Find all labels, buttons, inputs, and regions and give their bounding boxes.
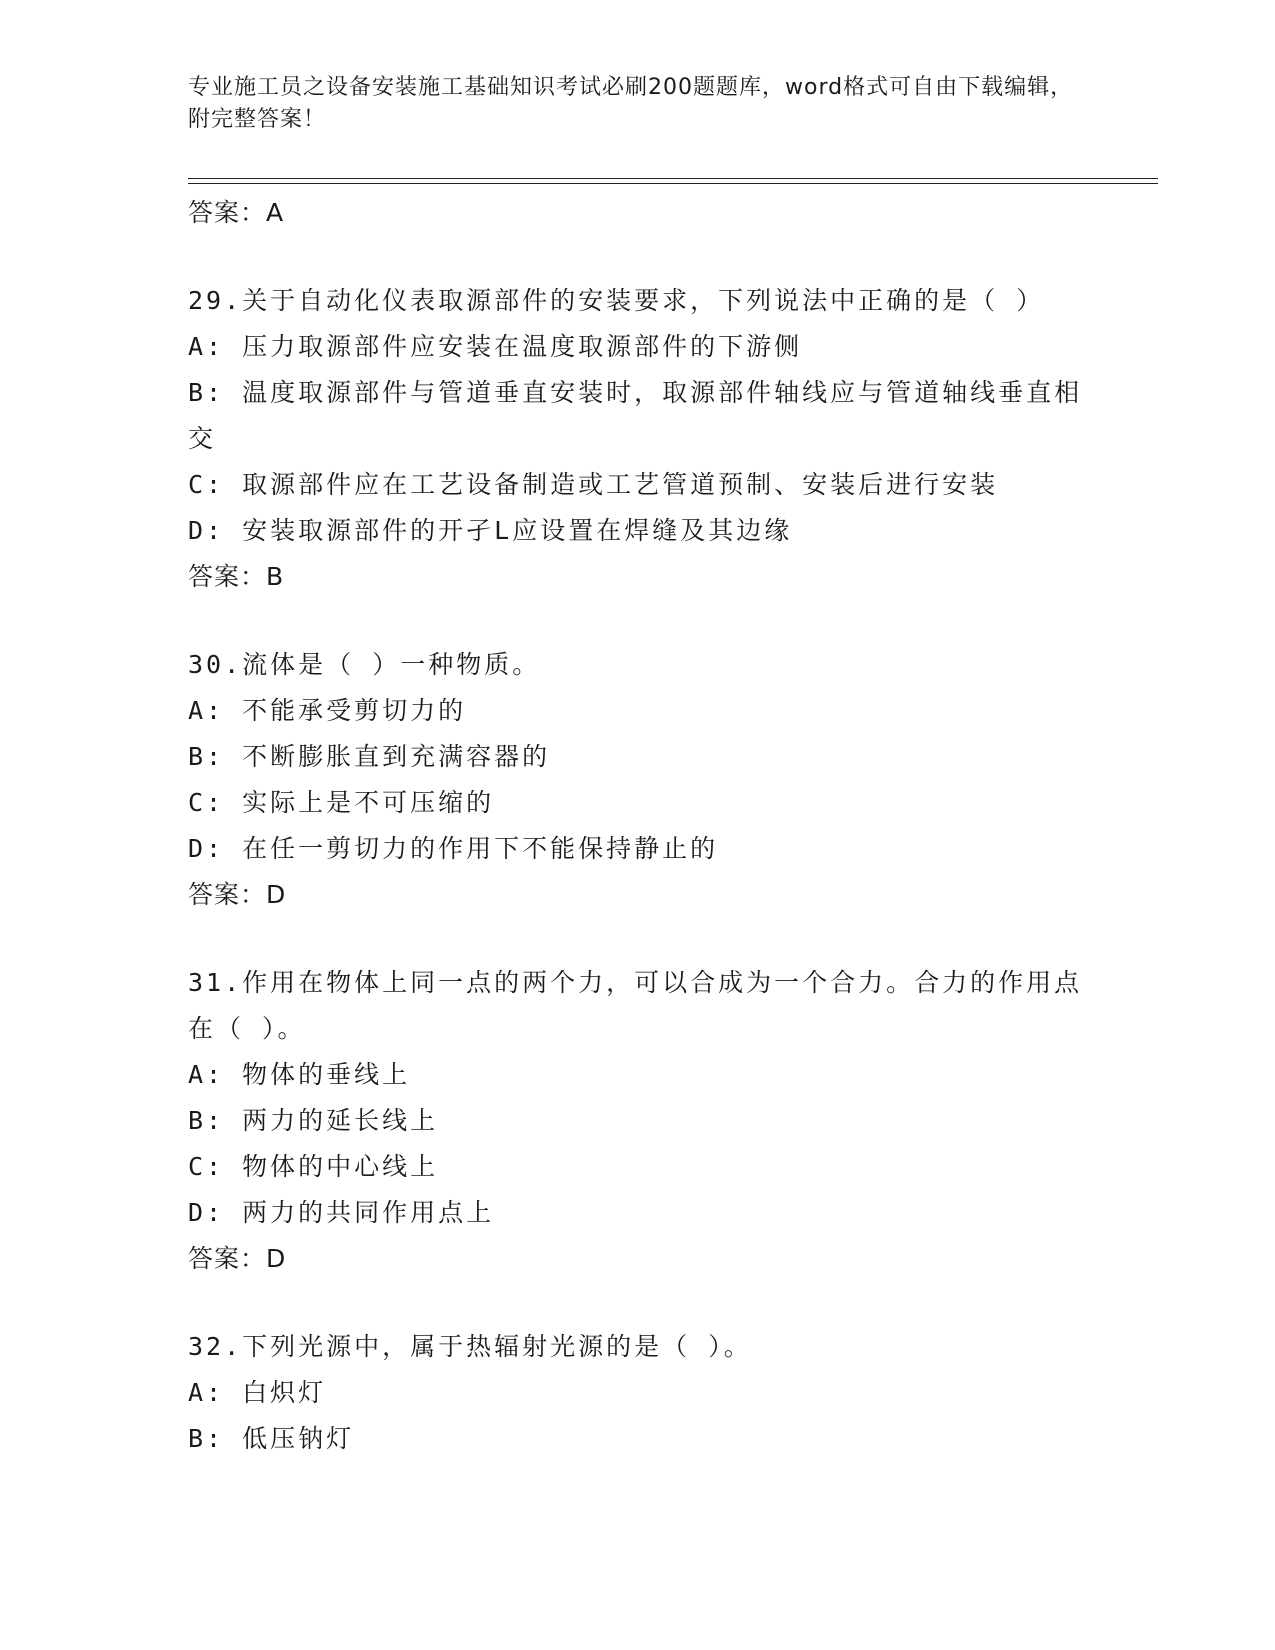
- answer-line: 答案：A: [188, 198, 285, 227]
- option-b: B: 温度取源部件与管道垂直安装时，取源部件轴线应与管道轴线垂直相交: [188, 378, 1083, 453]
- option-d: D: 安装取源部件的开孑L应设置在焊缝及其边缘: [188, 516, 793, 545]
- header-divider-double: [188, 183, 1158, 184]
- question-block: [188, 278, 1088, 600]
- question-block: [188, 1324, 1088, 1462]
- option-b: B: 低压钠灯: [188, 1424, 355, 1453]
- option-d: D: 在任一剪切力的作用下不能保持静止的: [188, 834, 719, 863]
- question-block: [188, 642, 1088, 918]
- option-b: B: 两力的延长线上: [188, 1106, 439, 1135]
- document-header: 专业施工员之设备安装施工基础知识考试必刷200题题库，word格式可自由下载编辑，附完整答案！: [188, 75, 1074, 132]
- option-c: C: 物体的中心线上: [188, 1152, 439, 1181]
- question-stem: 30.流体是（ ）一种物质。: [188, 650, 541, 679]
- answer-line: 答案：D: [188, 880, 287, 909]
- option-a: A: 物体的垂线上: [188, 1060, 411, 1089]
- question-list: [188, 190, 1088, 1462]
- option-c: C: 取源部件应在工艺设备制造或工艺管道预制、安装后进行安装: [188, 470, 999, 499]
- header-divider: [188, 178, 1158, 179]
- question-stem: 31.作用在物体上同一点的两个力，可以合成为一个合力。合力的作用点在（ ）。: [188, 968, 1083, 1043]
- option-d: D: 两力的共同作用点上: [188, 1198, 495, 1227]
- option-c: C: 实际上是不可压缩的: [188, 788, 495, 817]
- option-a: A: 白炽灯: [188, 1378, 327, 1407]
- answer-line: 答案：D: [188, 1244, 287, 1273]
- question-block: [188, 960, 1088, 1282]
- option-a: A: 不能承受剪切力的: [188, 696, 467, 725]
- option-a: A: 压力取源部件应安装在温度取源部件的下游侧: [188, 332, 803, 361]
- question-stem: 29.关于自动化仪表取源部件的安装要求，下列说法中正确的是（ ）: [188, 286, 1045, 315]
- answer-line: 答案：B: [188, 562, 285, 591]
- question-stem: 32.下列光源中，属于热辐射光源的是（ ）。: [188, 1332, 752, 1361]
- option-b: B: 不断膨胀直到充满容器的: [188, 742, 551, 771]
